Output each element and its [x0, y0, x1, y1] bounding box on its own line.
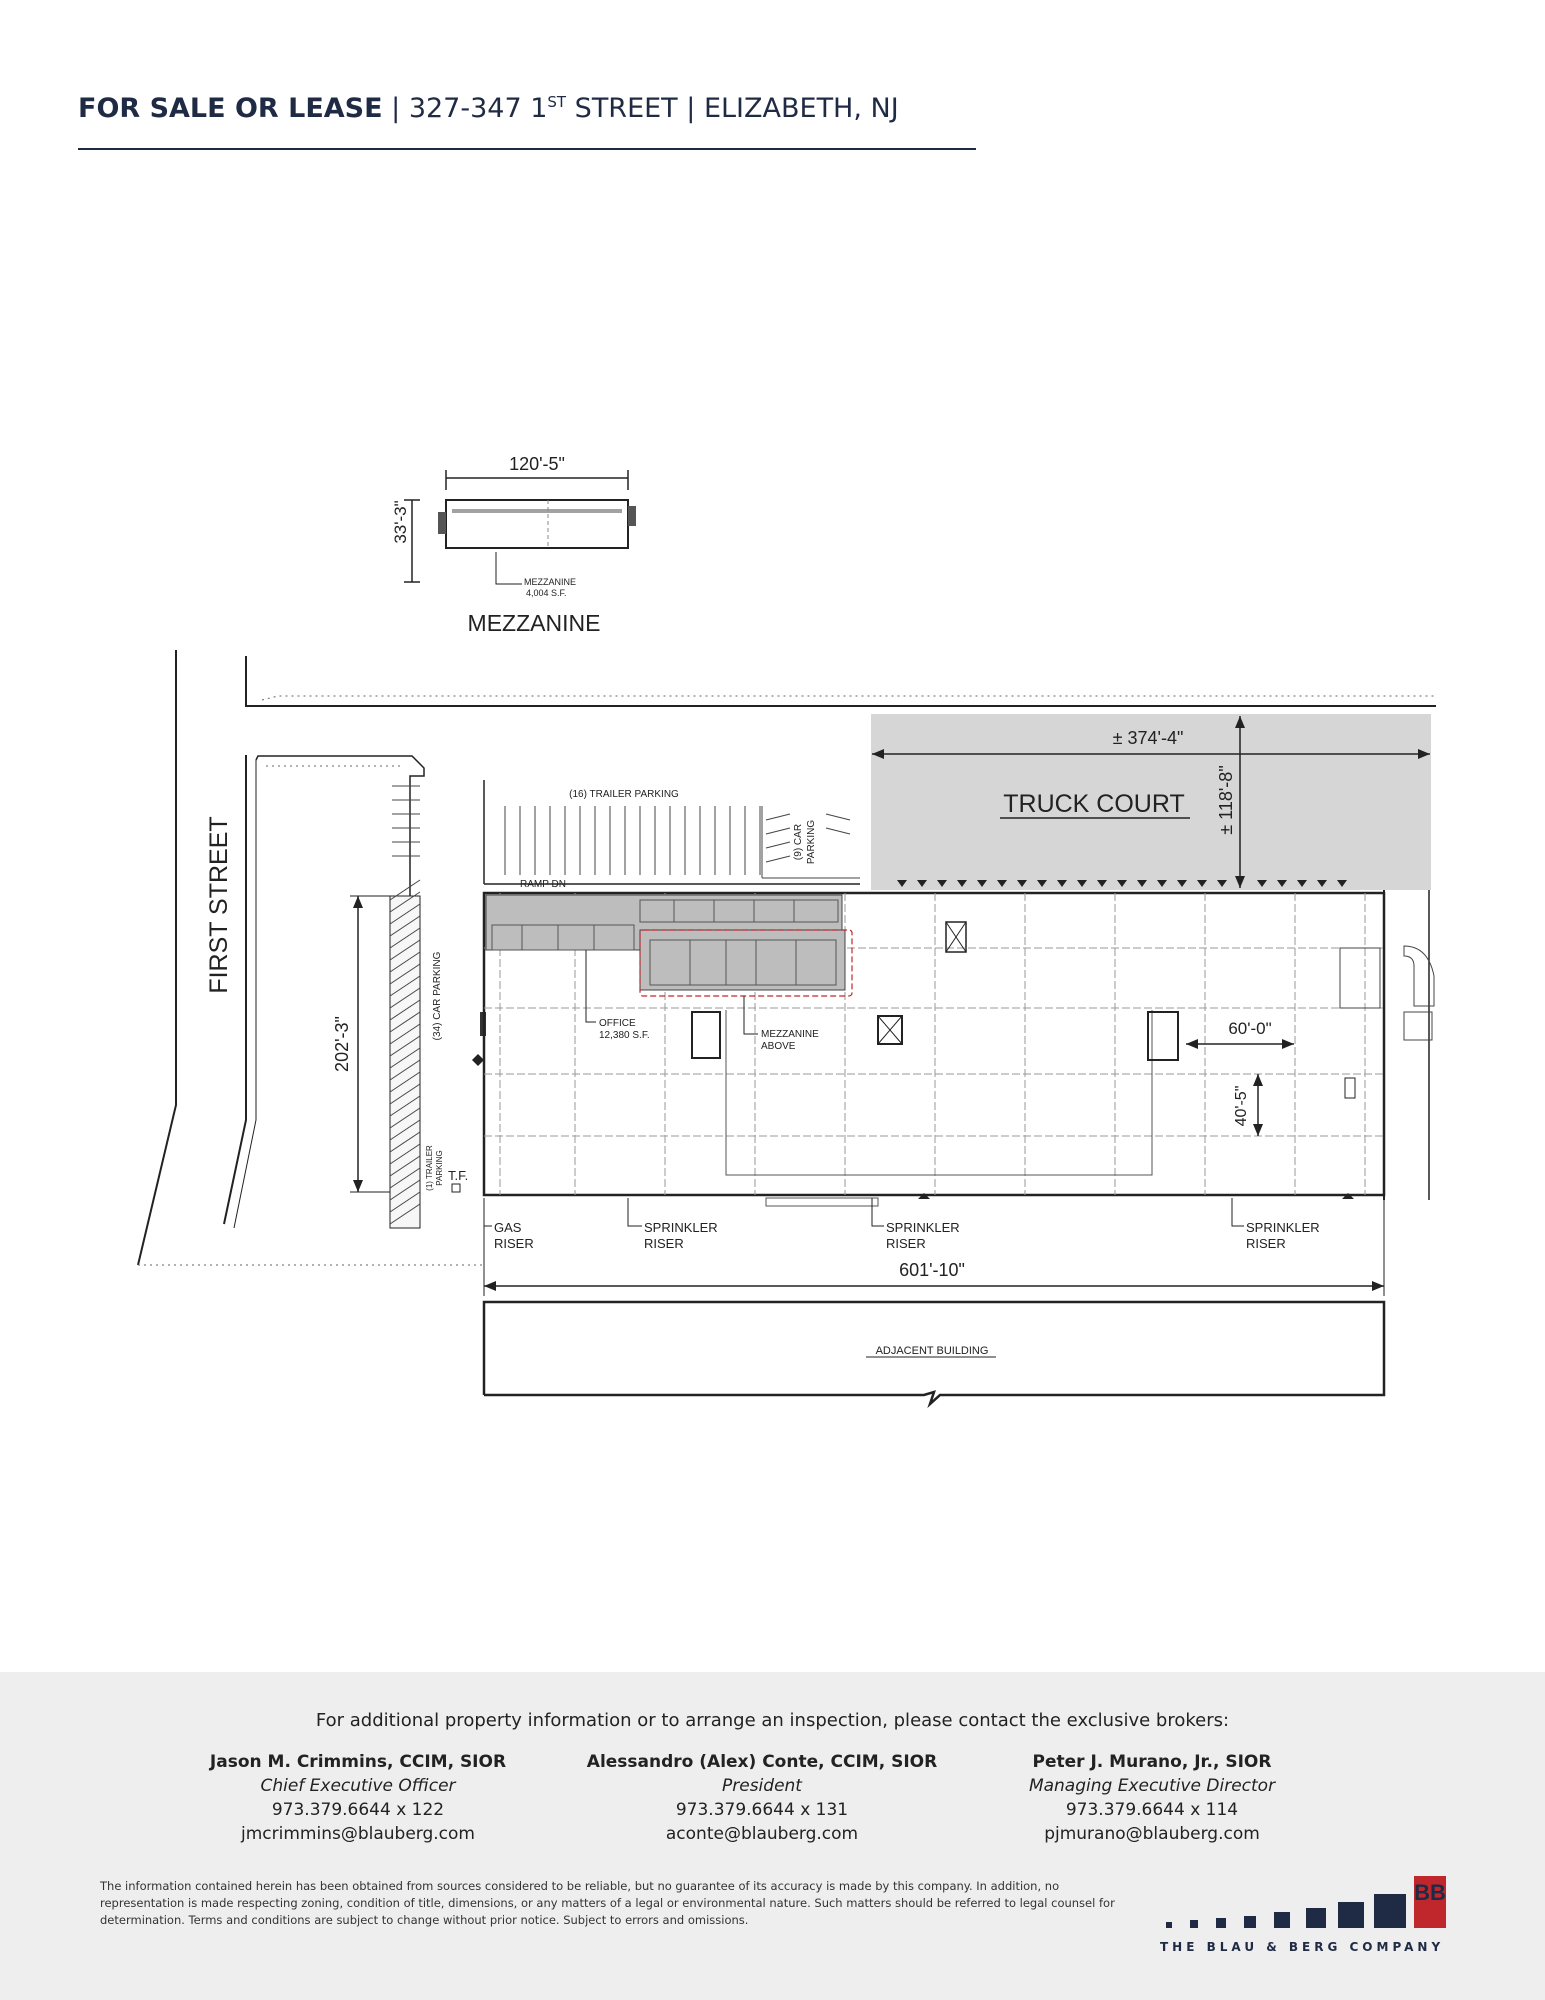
office-area: 12,380 S.F.: [599, 1030, 650, 1041]
car-parking-9-label-2: PARKING: [806, 819, 817, 865]
sprinkler-riser-1-label: SPRINKLER: [644, 1220, 718, 1235]
truck-court-label: TRUCK COURT: [1003, 790, 1185, 818]
logo-bars-icon: [1160, 1862, 1470, 1936]
broker-email[interactable]: jmcrimmins@blauberg.com: [241, 1824, 475, 1844]
header-city: ELIZABETH, NJ: [703, 93, 899, 124]
header-address-street: STREET: [566, 93, 678, 124]
sprinkler-riser-3-label: SPRINKLER: [1246, 1220, 1320, 1235]
mezzanine-note-label: MEZZANINE: [524, 577, 577, 587]
mezzanine-title: MEZZANINE: [467, 610, 601, 636]
gas-riser-label: GAS: [494, 1220, 522, 1235]
broker-card: [942, 1750, 1362, 1846]
sprinkler-riser-1-label-2: RISER: [644, 1236, 684, 1251]
street-label: FIRST STREET: [205, 816, 233, 994]
mezzanine-depth-dim: 33'-3": [391, 500, 410, 544]
header-lead: FOR SALE OR LEASE: [78, 93, 383, 124]
sprinkler-riser-2-label: SPRINKLER: [886, 1220, 960, 1235]
broker-name: Alessandro (Alex) Conte, CCIM, SIOR: [586, 1752, 938, 1772]
header-address: 327-347 1: [408, 93, 548, 124]
logo-mark: BB: [1414, 1880, 1446, 1905]
sprinkler-riser-2-label-2: RISER: [886, 1236, 926, 1251]
contact-intro: For additional property information or to arrange an inspection, please contact the exclusive brokers:: [315, 1710, 1230, 1731]
header-address-sup: ST: [547, 93, 567, 111]
broker-title: Chief Executive Officer: [260, 1776, 456, 1796]
broker-card: [552, 1750, 972, 1846]
bay-width-dim: 60'-0": [1228, 1019, 1272, 1038]
car-parking-34-label: (34) CAR PARKING: [432, 951, 443, 1041]
broker-card: [148, 1750, 568, 1846]
truck-court-width: ± 374'-4": [1112, 728, 1184, 748]
warehouse-building: [484, 890, 1434, 1206]
car-parking-9-label: (9) CAR: [793, 823, 804, 861]
ramp-label: RAMP DN: [520, 879, 566, 890]
broker-footer: [0, 1672, 1545, 2000]
broker-email[interactable]: pjmurano@blauberg.com: [1044, 1824, 1260, 1844]
broker-name: Jason M. Crimmins, CCIM, SIOR: [209, 1752, 507, 1772]
trailer-parking-1-label: (1) TRAILER: [425, 1145, 434, 1191]
broker-phone[interactable]: 973.379.6644 x 122: [271, 1800, 445, 1820]
broker-phone[interactable]: 973.379.6644 x 114: [1065, 1800, 1239, 1820]
mezzanine-plan: [391, 454, 636, 636]
header-sep: |: [382, 93, 409, 124]
riser-labels: [484, 1198, 1384, 1296]
company-logo: [1160, 1862, 1470, 1962]
office-label: OFFICE: [599, 1018, 636, 1029]
mezzanine-above-label-2: ABOVE: [761, 1041, 796, 1052]
gas-riser-label-2: RISER: [494, 1236, 534, 1251]
mezzanine-note-area: 4,004 S.F.: [526, 588, 567, 598]
tf-label: T.F.: [448, 1168, 469, 1183]
mezzanine-width-dim: 120'-5": [509, 454, 565, 474]
adjacent-building-label: ADJACENT BUILDING: [875, 1345, 989, 1357]
sprinkler-riser-3-label-2: RISER: [1246, 1236, 1286, 1251]
adjacent-building: [484, 1302, 1384, 1404]
building-depth-dim: 202'-3": [332, 1016, 352, 1072]
logo-text: THE BLAU & BERG COMPANY: [1160, 1940, 1445, 1954]
building-length-dim: 601'-10": [899, 1260, 965, 1280]
trailer-parking-label: (16) TRAILER PARKING: [569, 789, 679, 800]
mezzanine-above-label: MEZZANINE: [761, 1029, 819, 1040]
broker-name: Peter J. Murano, Jr., SIOR: [1032, 1752, 1272, 1772]
broker-title: President: [722, 1776, 802, 1796]
truck-court: [871, 714, 1431, 890]
car-parking-west: [332, 786, 486, 1228]
broker-title: Managing Executive Director: [1028, 1776, 1276, 1796]
header-sep: |: [677, 93, 704, 124]
bay-depth-dim: 40'-5": [1233, 1085, 1250, 1127]
broker-phone[interactable]: 973.379.6644 x 131: [675, 1800, 849, 1820]
truck-court-depth: ± 118'-8": [1216, 765, 1236, 835]
disclaimer: The information contained herein has been obtained from sources considered to be reliable, but no guarantee of its accuracy is made by this company. In addition, no representation is made respecting zoning, condition of title, dimensions, or any matters of a legal or environmental nature. Such matters should be referred to legal counsel for determination. Terms and conditions are subject to change without prior notice. Subject to errors and omissions.: [100, 1879, 1115, 1927]
trailer-parking-1-label-2: PARKING: [435, 1150, 444, 1186]
broker-email[interactable]: aconte@blauberg.com: [665, 1824, 859, 1844]
trailer-parking: [484, 789, 860, 890]
